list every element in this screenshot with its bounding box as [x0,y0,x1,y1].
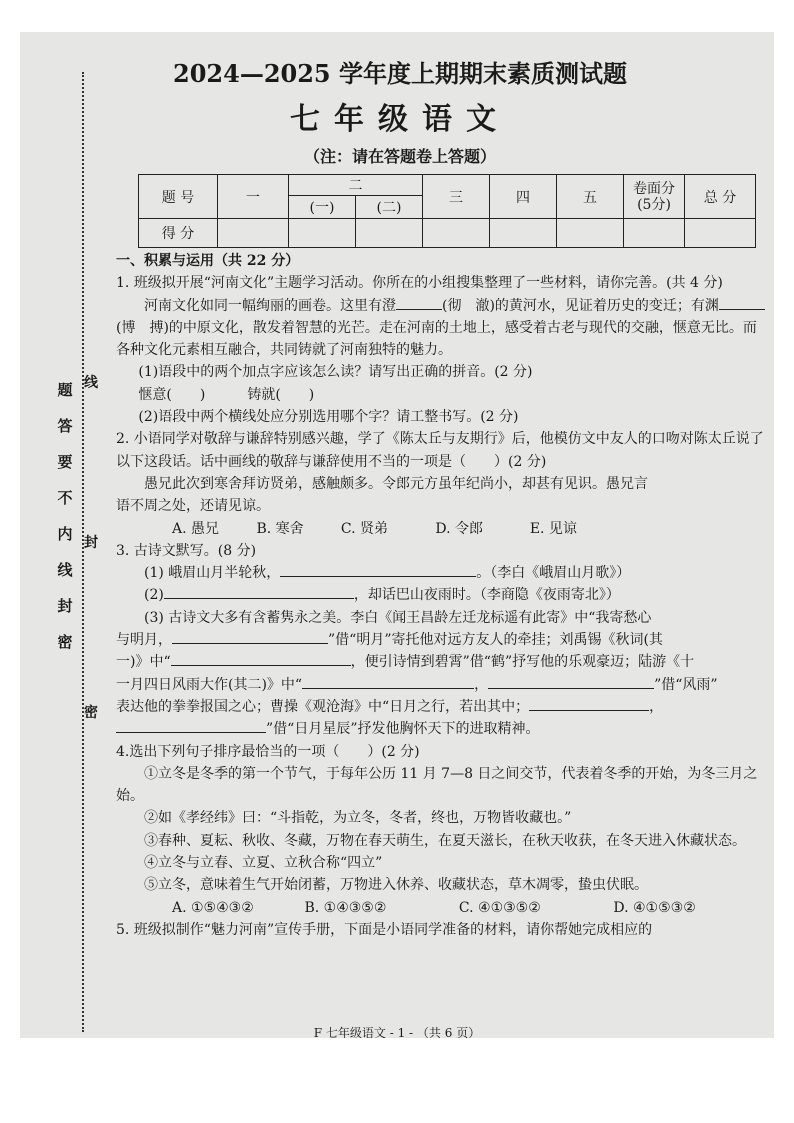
page-footer: F 七年级语文 - 1 - （共 6 页） [313,1026,481,1038]
q4-sentence: ③春种、夏耘、秋收、冬藏，万物在春天萌生，在夏天滋长，在秋天收获，在冬天进入休藏状态。 [144,832,746,849]
seal-char: 线 [57,561,73,579]
q2-option[interactable]: B. 寒舍 [256,520,304,537]
q1-sub1-words [116,384,768,406]
score-header-cell [624,175,685,219]
q2-intro: 2. 小语同学对敬辞与谦辞特别感兴趣，学了《陈太丘与友期行》后，他模仿文中友人的口吻对陈太丘说了以下这段话。话中画线的敬辞与谦辞使用不当的一项是（ ）(2 分) [116,431,764,470]
seal-mark: 封 [84,535,98,551]
q3-line-3b [116,629,768,651]
q2-quote-2: 语不周之处，还请见谅。 [116,498,270,515]
q3-line-3f [116,718,768,740]
pinyin-word: 惬意( ) [138,386,206,403]
score-row-label: 得 分 [139,219,218,248]
q3-l3j: ， [649,698,664,715]
q3-l3c: ”借“明月”寄托他对远方友人的牵挂；刘禹锡《秋词(其 [328,632,663,649]
q4-option[interactable]: B. ①④③⑤② [304,899,387,916]
score-cell [356,219,423,248]
q1-intro: 1. 班级拟开展“河南文化”主题学习活动。你所在的小组搜集整理了一些材料，请你完善。(共 4 分) [116,275,723,292]
q3-line-2 [116,584,768,606]
juanmian-label: 卷面分 [633,180,675,197]
exam-title: 2024—2025 学年度上期期末素质测试题 [173,59,627,88]
q3-l1a: (1) 峨眉山月半轮秋， [144,565,281,582]
seal-char: 封 [57,597,73,615]
exam-body [116,250,768,941]
q3-blank[interactable] [529,710,649,711]
exam-sheet [20,32,774,1038]
q2-options [116,518,768,540]
q4-option[interactable]: A. ①⑤④③② [172,899,254,916]
score-cell [218,219,289,248]
score-header-cell: 四 [490,175,557,219]
score-header-cell: 一 [218,175,289,219]
q4-sentence: ②如《孝经纬》曰：“斗指乾，为立冬，冬者，终也，万物皆收藏也。” [144,810,572,827]
q3-l3e: ，便引诗情到碧霄”借“鹤”抒写他的乐观豪迈；陆游《十 [350,654,695,671]
q2-quote-1: 愚兄此次到寒舍拜访贤弟，感触颇多。令郎元方虽年纪尚小，却甚有见识。愚兄言 [144,475,648,492]
seal-char: 要 [57,453,73,471]
q3-intro: 3. 古诗文默写。(8 分) [116,542,257,559]
q3-line-3c [116,651,768,673]
seal-char: 内 [57,525,73,543]
score-header-cell: 三 [423,175,490,219]
exam-subject: 七年级语文 [290,102,510,137]
q1-blank-2[interactable] [719,309,765,310]
q3-l3b: 与明月， [116,632,172,649]
q3-blank[interactable] [280,576,476,577]
q1-passage-a: 河南文化如同一幅绚丽的画卷。这里有澄 [144,297,396,314]
score-sub-cell: (一) [289,196,356,219]
score-cell [557,219,624,248]
q3-blank[interactable] [488,688,654,689]
q1-passage-b: (彻 澈)的黄河水，见证着历史的变迁；有渊 [442,297,719,314]
q4-sentence: ④立冬与立春、立夏、立秋合称“四立” [144,855,383,872]
q4-sentence: ①立冬是冬季的第一个节气，于每年公历 11 月 7—8 日之间交节，代表着冬季的开始，为冬三月之始。 [116,765,758,805]
seal-char: 不 [57,489,73,507]
q3-blank[interactable] [164,598,354,599]
q2-option[interactable]: A. 愚兄 [172,520,220,537]
q3-blank[interactable] [116,732,266,733]
q3-blank[interactable] [171,665,351,666]
score-header-cell: 二 [289,175,423,196]
score-table [138,174,756,248]
q1-blank-1[interactable] [396,309,442,310]
score-header-cell: 五 [557,175,624,219]
q1-sub1: (1)语段中的两个加点字应该怎么读？请写出正确的拼音。(2 分) [138,364,533,381]
q4-option[interactable]: D. ④①⑤③② [613,899,696,916]
score-cell [289,219,356,248]
q3-l2b: ，却话巴山夜雨时。（李商隐《夜雨寄北》） [353,587,620,604]
q3-l3h: ”借“风雨” [654,676,718,693]
pinyin-word: 铸就( ) [247,386,315,403]
q3-blank[interactable] [172,643,328,644]
q1-sub2: (2)语段中两个横线处应分别选用哪个字？请工整书写。(2 分) [138,409,519,426]
score-cell [423,219,490,248]
q5-intro: 5. 班级拟制作“魅力河南”宣传手册，下面是小语同学准备的材料，请你帮她完成相应的 [116,921,653,938]
q3-line-3e [116,696,768,718]
q3-l3i: 表达他的拳拳报国之心；曹操《观沧海》中“日月之行，若出其中； [116,698,530,715]
section-heading: 一、积累与运用（共 22 分） [116,253,300,269]
q1-passage-c: (博 搏)的中原文化，散发着智慧的光芒。走在河南的土地上，感受着古老与现代的交融，惬意无比。而各种文化元素相互融合，共同铸就了河南独特的魅力。 [116,319,757,359]
q1-passage [116,295,768,362]
seal-warning [54,372,76,660]
q4-sentence: ⑤立冬，意味着生气开始闭蓄，万物进入休养、收藏状态，草木凋零，蛰虫伏眠。 [144,877,648,894]
q3-line-3a: (3) 古诗文大多有含蓄隽永之美。李白《闻王昌龄左迁龙标遥有此寄》中“我寄愁心 [144,609,652,626]
q4-options [116,897,768,919]
seal-char: 题 [57,381,73,399]
score-cell [490,219,557,248]
q3-l3g: ， [474,676,489,693]
q3-line-1 [116,562,768,584]
q2-option[interactable]: C. 贤弟 [340,520,389,537]
score-cell [624,219,685,248]
q3-l2a: (2) [144,587,164,604]
juanmian-points: (5分) [637,196,671,213]
score-sub-cell: (二) [356,196,423,219]
q4-intro: 4.选出下列句子排序最恰当的一项（ ）(2 分) [116,743,420,760]
seal-mark: 密 [84,705,98,721]
seal-char: 密 [57,633,73,651]
seal-mark: 线 [84,375,98,391]
q4-option[interactable]: C. ④①③⑤② [458,899,541,916]
q3-l3f: 一月四日风雨大作(其二)》中“ [116,676,303,693]
seal-char: 答 [57,417,73,435]
q3-line-3d [116,674,768,696]
score-cell [685,219,756,248]
q2-option[interactable]: E. 见谅 [529,520,577,537]
score-header-cell: 总 分 [685,175,756,219]
score-header-cell: 题 号 [139,175,218,219]
q3-blank[interactable] [302,688,474,689]
exam-note: （注：请在答题卷上答题） [303,147,496,166]
q2-option[interactable]: D. 令郎 [435,520,483,537]
q3-l3d: 一)》中“ [116,654,171,671]
q3-l1b: 。（李白《峨眉山月歌》） [476,565,631,582]
binding-line [82,72,84,1032]
q3-l3k: ”借“日月星辰”抒发他胸怀天下的进取精神。 [266,721,540,738]
